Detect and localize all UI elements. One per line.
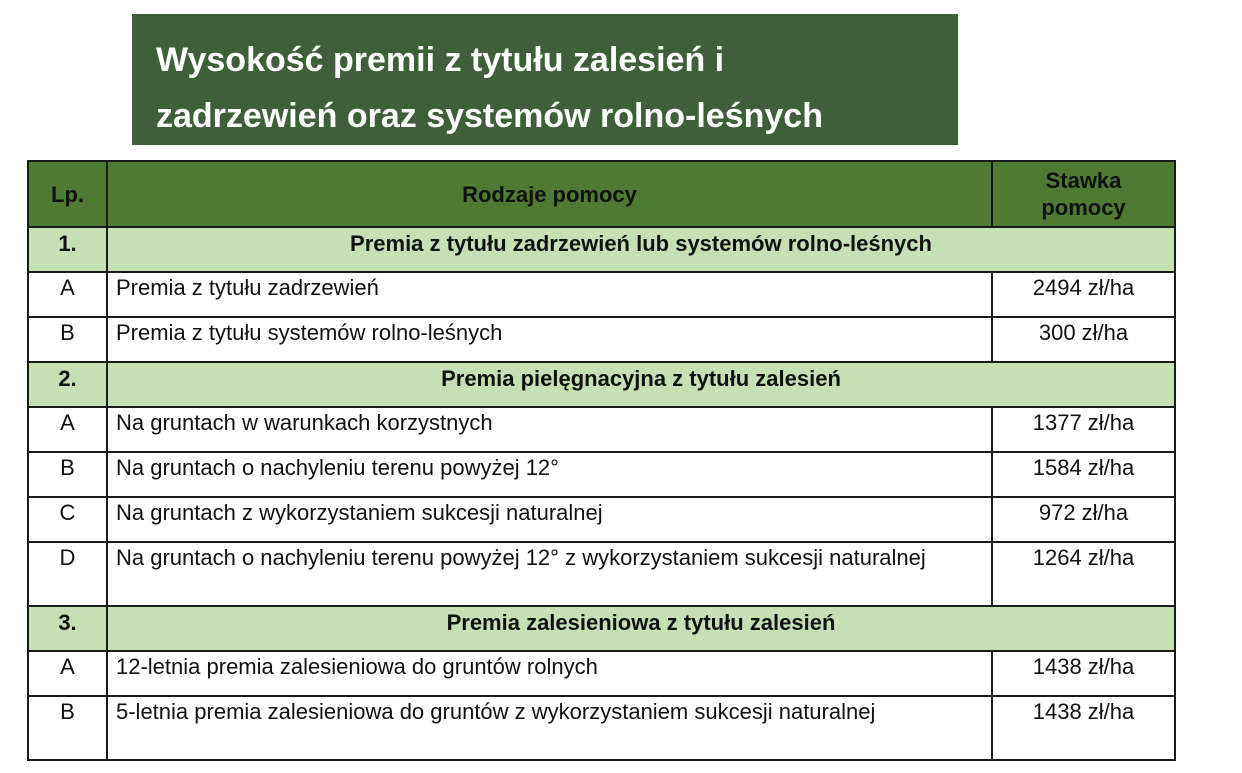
table-row — [28, 272, 1175, 317]
row-description: Premia z tytułu systemów rolno-leśnych — [107, 317, 992, 362]
row-rate: 1438 zł/ha — [992, 696, 1175, 760]
table-row — [28, 317, 1175, 362]
row-letter: C — [28, 497, 107, 542]
row-letter: B — [28, 696, 107, 760]
aid-rates-table — [27, 160, 1176, 761]
section-number: 3. — [28, 606, 107, 651]
row-letter: B — [28, 452, 107, 497]
section-number: 2. — [28, 362, 107, 407]
title-line-2: zadrzewień oraz systemów rolno-leśnych — [156, 97, 823, 135]
row-rate: 1438 zł/ha — [992, 651, 1175, 696]
section-row — [28, 227, 1175, 272]
row-rate: 972 zł/ha — [992, 497, 1175, 542]
table-row — [28, 407, 1175, 452]
title-banner — [132, 14, 958, 145]
row-description: Premia z tytułu zadrzewień — [107, 272, 992, 317]
row-letter: D — [28, 542, 107, 606]
header-lp: Lp. — [28, 161, 107, 227]
table-row — [28, 696, 1175, 760]
section-title: Premia z tytułu zadrzewień lub systemów rolno-leśnych — [107, 227, 1175, 272]
title-line-1: Wysokość premii z tytułu zalesień i — [156, 41, 725, 79]
section-row — [28, 606, 1175, 651]
row-letter: A — [28, 407, 107, 452]
row-description: Na gruntach o nachyleniu terenu powyżej 12° — [107, 452, 992, 497]
row-rate: 1264 zł/ha — [992, 542, 1175, 606]
section-row — [28, 362, 1175, 407]
row-letter: A — [28, 272, 107, 317]
row-description: 12-letnia premia zalesieniowa do gruntów rolnych — [107, 651, 992, 696]
table-header-row — [28, 161, 1175, 227]
row-rate: 2494 zł/ha — [992, 272, 1175, 317]
table-row — [28, 542, 1175, 606]
row-description: Na gruntach z wykorzystaniem sukcesji naturalnej — [107, 497, 992, 542]
row-letter: A — [28, 651, 107, 696]
row-rate: 1377 zł/ha — [992, 407, 1175, 452]
row-letter: B — [28, 317, 107, 362]
table-row — [28, 651, 1175, 696]
header-rate: Stawka pomocy — [992, 161, 1175, 227]
row-description: 5-letnia premia zalesieniowa do gruntów z wykorzystaniem sukcesji naturalnej — [107, 696, 992, 760]
row-rate: 300 zł/ha — [992, 317, 1175, 362]
table-row — [28, 452, 1175, 497]
header-type: Rodzaje pomocy — [107, 161, 992, 227]
table-row — [28, 497, 1175, 542]
row-rate: 1584 zł/ha — [992, 452, 1175, 497]
row-description: Na gruntach o nachyleniu terenu powyżej 12° z wykorzystaniem sukcesji naturalnej — [107, 542, 992, 606]
section-number: 1. — [28, 227, 107, 272]
row-description: Na gruntach w warunkach korzystnych — [107, 407, 992, 452]
section-title: Premia zalesieniowa z tytułu zalesień — [107, 606, 1175, 651]
section-title: Premia pielęgnacyjna z tytułu zalesień — [107, 362, 1175, 407]
